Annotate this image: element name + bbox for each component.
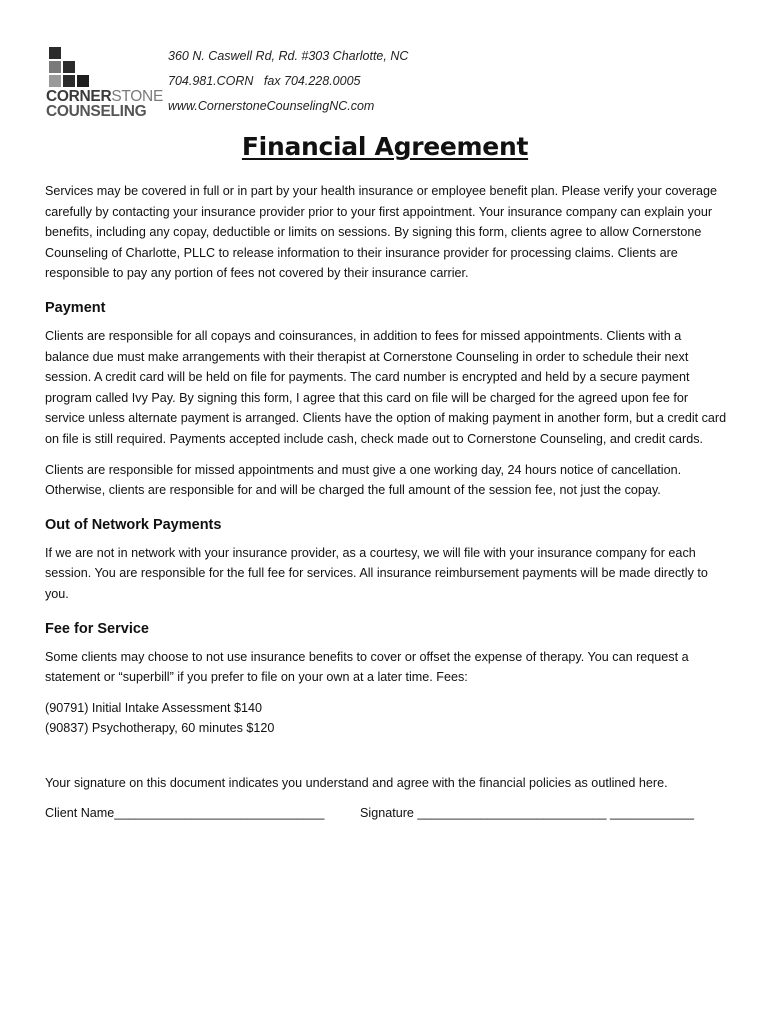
closing-statement: Your signature on this document indicates you understand and agree with the financial policies as outlined here. <box>45 775 668 790</box>
address: 360 N. Caswell Rd, Rd. #303 Charlotte, NC <box>168 49 409 63</box>
phone-fax: 704.981.CORN fax 704.228.0005 <box>168 74 361 88</box>
document-body <box>45 181 727 824</box>
document-title: Financial Agreement <box>241 132 529 161</box>
fee-item: (90837) Psychotherapy, 60 minutes $120 <box>45 721 275 736</box>
client-name-field[interactable]: Client Name______________________________ <box>45 806 325 821</box>
intro-paragraph: Services may be covered in full or in part by your health insurance or employee benefit plan. Please verify your coverage carefully by contacting your insurance provider prior to your first appointment. Your insurance company can explain your benefits, including any copay, deductible or limits on sessions. By signing this form, clients agree to allow Cornerstone Counseling of Charlotte, PLLC to release information to their insurance provider for processing claims. Clients are responsible to pay any portion of fees not covered by their insurance carrier. <box>45 184 718 281</box>
payment-paragraph-2: Clients are responsible for missed appointments and must give a one working day, 24 hours notice of cancellation. Otherwise, clients are responsible for and will be charged the full amount of the session fee, not just the copay. <box>45 462 682 498</box>
logo-wordmark-line1: CORNERSTONE <box>46 88 163 105</box>
payment-heading: Payment <box>45 299 106 316</box>
logo-wordmark-line2: COUNSELING <box>46 103 147 120</box>
out-of-network-paragraph: If we are not in network with your insurance provider, as a courtesy, we will file with your insurance company for each session. You are responsible for the full fee for services. All insurance reimbursement payments will be made directly to you. <box>45 545 708 601</box>
payment-paragraph-1: Clients are responsible for all copays and coinsurances, in addition to fees for missed appointments. Clients with a balance due must make arrangements with their therapist at Cornerstone Counseling in order to schedule their next session. A credit card will be held on file for payments. The card number is encrypted and held by a secure payment program called Ivy Pay. By signing this form, I agree that this card on file will be charged for the agreed upon fee for service unless alternate payment is arranged. Clients have the option of making payment in another form, but a credit card on file is still required. Payments accepted include cash, check made out to Cornerstone Counseling, and credit cards. <box>45 328 727 446</box>
out-of-network-heading: Out of Network Payments <box>45 516 222 533</box>
company-logo <box>46 45 163 121</box>
signature-field[interactable]: Signature ___________________________ ____________ <box>360 806 695 821</box>
fee-item: (90791) Initial Intake Assessment $140 <box>45 700 263 715</box>
contact-info <box>168 44 408 119</box>
logo-squares-icon <box>46 45 158 91</box>
website-link[interactable]: www.CornerstoneCounselingNC.com <box>168 99 375 113</box>
fee-for-service-paragraph: Some clients may choose to not use insurance benefits to cover or offset the expense of therapy. You can request a statement or “superbill” if you prefer to file on your own at a later time. Fees: <box>45 649 689 685</box>
signature-row <box>45 803 727 824</box>
fee-list <box>45 698 727 739</box>
fee-for-service-heading: Fee for Service <box>45 620 149 637</box>
